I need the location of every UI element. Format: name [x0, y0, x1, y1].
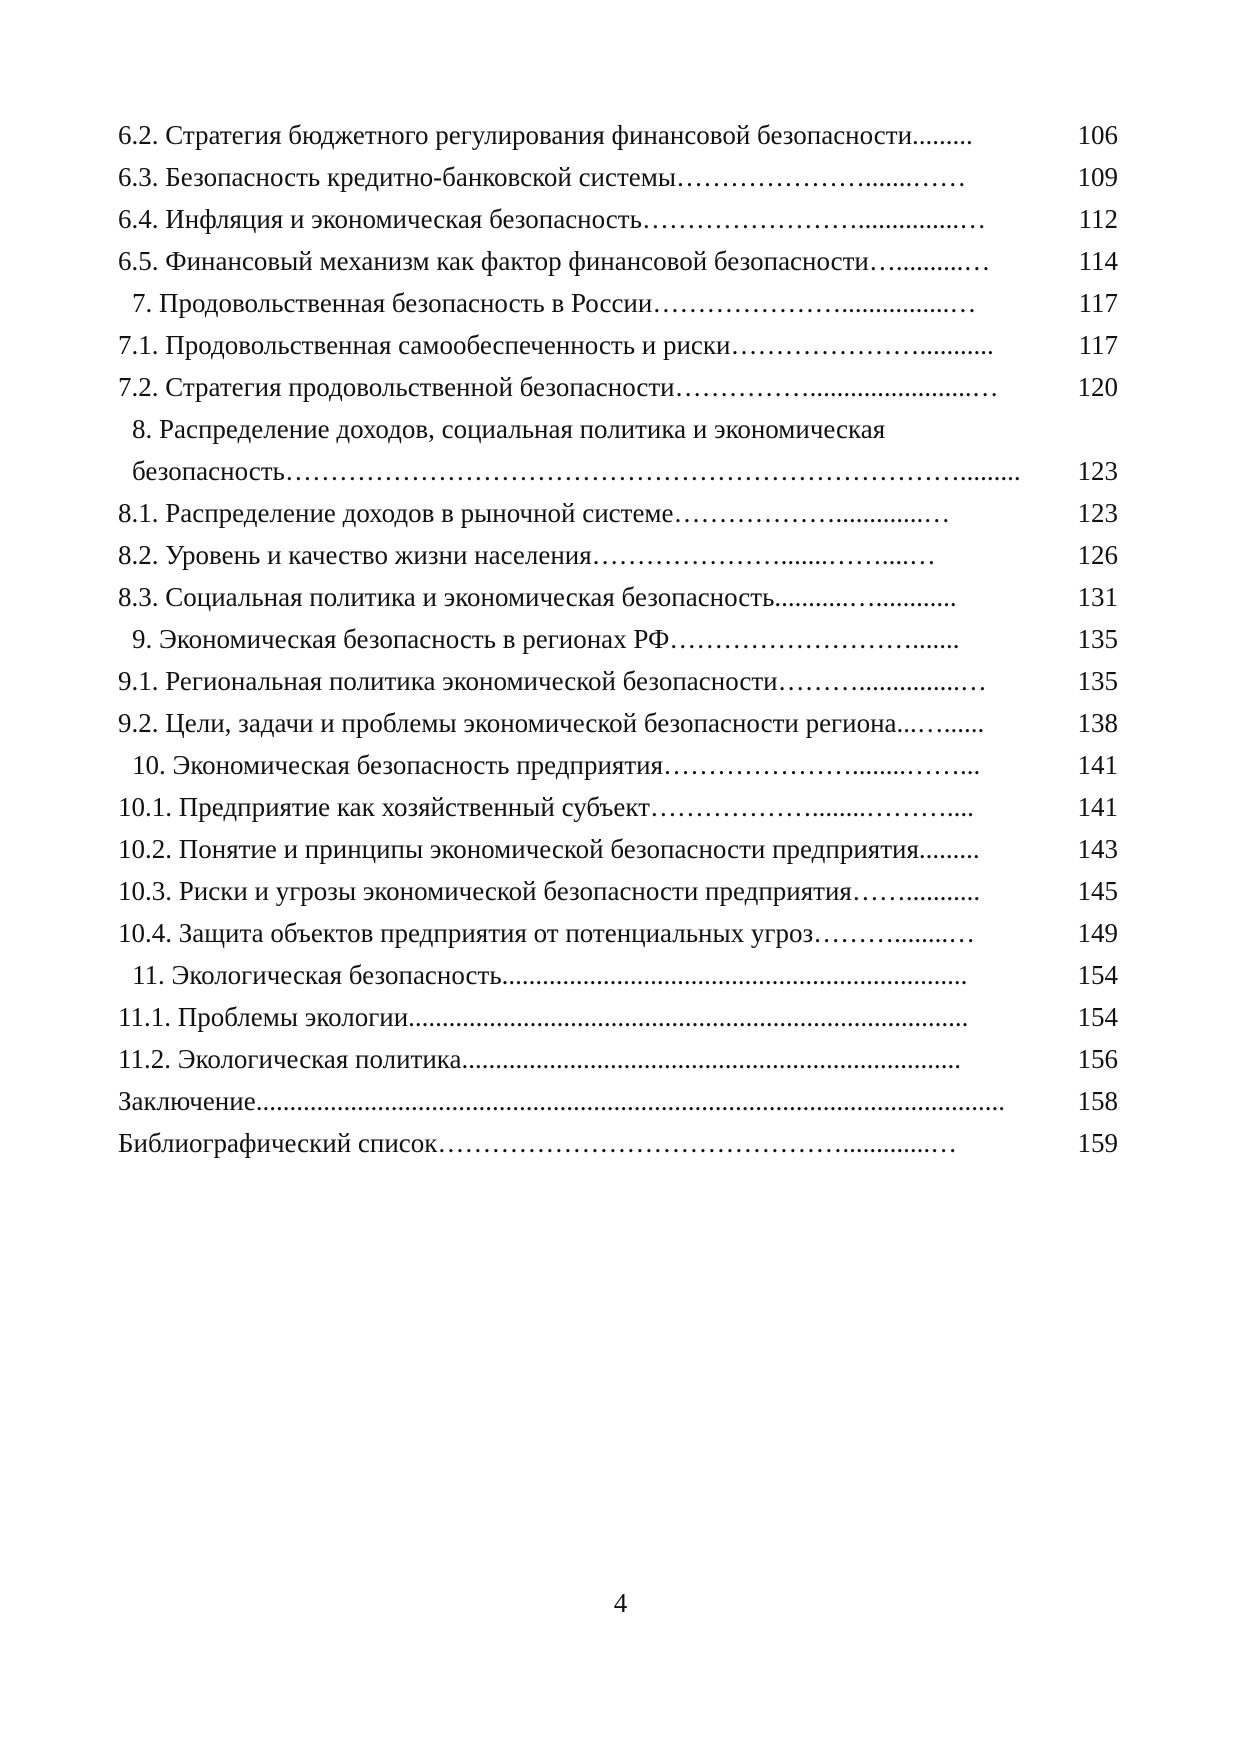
toc-entry: [118, 870, 1118, 912]
toc-entry-chapter: [118, 744, 1118, 786]
toc-entry: [118, 198, 1118, 240]
toc-entry-page: 114: [1078, 246, 1118, 276]
toc-entry-page: 117: [1078, 330, 1118, 360]
toc-entry: [118, 912, 1118, 954]
toc-entry-conclusion: [118, 1080, 1118, 1122]
toc-entry-title: 6.4. Инфляция и экономическая безопасность……………………...............…: [118, 204, 987, 234]
toc-entry-page: 106: [1077, 120, 1118, 150]
toc-entry-title: 10.4. Защита объектов предприятия от потенциальных угроз………........…: [118, 918, 976, 948]
toc-entry-title: 10.1. Предприятие как хозяйственный субъект………………........………....: [118, 792, 974, 822]
toc-entry-page: 159: [1077, 1128, 1118, 1158]
toc-entry-page: 131: [1077, 582, 1118, 612]
toc-entry-page: 135: [1077, 624, 1118, 654]
toc-entry-continuation: [118, 450, 1118, 492]
toc-entry-page: 123: [1077, 456, 1118, 486]
toc-entry-title: 7.1. Продовольственная самообеспеченность и риски…………………...........: [118, 330, 994, 360]
toc-entry: [118, 324, 1118, 366]
toc-entry-title: 7.2. Стратегия продовольственной безопасности……………........................…: [118, 372, 999, 402]
toc-entry-title: Библиографический список……………………………………….............…: [118, 1128, 958, 1158]
toc-entry-title: 8.2. Уровень и качество жизни населения………………….......……....…: [118, 540, 936, 570]
toc-entry: [118, 996, 1118, 1038]
toc-entry-title: 9.1. Региональная политика экономической безопасности………...............…: [118, 666, 987, 696]
toc-entry-title: 8. Распределение доходов, социальная политика и экономическая: [132, 414, 886, 444]
toc-entry-title: 10. Экономическая безопасность предприятия…………………........……...: [132, 750, 981, 780]
toc-entry-chapter: [118, 282, 1118, 324]
toc-entry-page: 123: [1077, 498, 1118, 528]
toc-entry-title: 10.3. Риски и угрозы экономической безопасности предприятия……...........: [118, 876, 981, 906]
toc-entry: [118, 114, 1118, 156]
toc-entry-page: 109: [1077, 162, 1118, 192]
toc-entry-page: 156: [1077, 1044, 1118, 1074]
toc-entry-page: 141: [1077, 792, 1118, 822]
toc-entry-title: 8.3. Социальная политика и экономическая безопасность...........…............: [118, 582, 957, 612]
toc-entry-title: 6.5. Финансовый механизм как фактор финансовой безопасности…..........…: [118, 246, 991, 276]
toc-entry: [118, 1038, 1118, 1080]
toc-entry-page: 141: [1077, 750, 1118, 780]
toc-entry-page: 138: [1077, 708, 1118, 738]
table-of-contents: [118, 114, 1118, 1164]
toc-entry: [118, 156, 1118, 198]
toc-entry-page: 120: [1077, 372, 1118, 402]
toc-entry: [118, 492, 1118, 534]
toc-entry-title: 9.2. Цели, задачи и проблемы экономической безопасности региона...…......: [118, 708, 985, 738]
toc-entry-page: 112: [1078, 204, 1118, 234]
toc-entry: [118, 786, 1118, 828]
toc-entry: [118, 240, 1118, 282]
toc-entry: [118, 366, 1118, 408]
toc-entry-chapter: [118, 408, 1118, 450]
toc-entry-bibliography: [118, 1122, 1118, 1164]
toc-entry-chapter: [118, 954, 1118, 996]
toc-entry-page: 126: [1077, 540, 1118, 570]
toc-entry-title: 6.2. Стратегия бюджетного регулирования финансовой безопасности.........: [118, 120, 973, 150]
toc-entry-title: 8.1. Распределение доходов в рыночной системе……………….............…: [118, 498, 951, 528]
toc-entry: [118, 828, 1118, 870]
toc-entry-page: 145: [1077, 876, 1118, 906]
toc-entry-page: 117: [1078, 288, 1118, 318]
toc-entry-title: 11.1. Проблемы экологии...................................................................................: [118, 1002, 969, 1032]
toc-entry: [118, 576, 1118, 618]
toc-entry-title: 11. Экологическая безопасность.....................................................................: [132, 960, 968, 990]
toc-entry-title: Заключение...............................................................................................................: [118, 1086, 1005, 1116]
toc-entry-page: 143: [1077, 834, 1118, 864]
toc-entry-page: 154: [1077, 1002, 1118, 1032]
toc-entry-page: 135: [1077, 666, 1118, 696]
toc-entry-page: 154: [1077, 960, 1118, 990]
toc-entry: [118, 660, 1118, 702]
toc-entry-page: 149: [1077, 918, 1118, 948]
toc-entry-title: 10.2. Понятие и принципы экономической безопасности предприятия.........: [118, 834, 980, 864]
toc-entry: [118, 702, 1118, 744]
toc-entry-title: 7. Продовольственная безопасность в России…………………................…: [132, 288, 977, 318]
toc-entry-title: 11.2. Экологическая политика..........................................................................: [118, 1044, 961, 1074]
toc-entry-chapter: [118, 618, 1118, 660]
toc-entry: [118, 534, 1118, 576]
toc-entry-title: 6.3. Безопасность кредитно-банковской системы………………….......……: [118, 162, 967, 192]
toc-entry-title: безопасность………………………………………………………………….........: [132, 456, 1021, 486]
toc-entry-page: 158: [1077, 1086, 1118, 1116]
toc-entry-title: 9. Экономическая безопасность в регионах РФ……………………….......: [132, 624, 960, 654]
page-number: 4: [613, 1588, 628, 1618]
